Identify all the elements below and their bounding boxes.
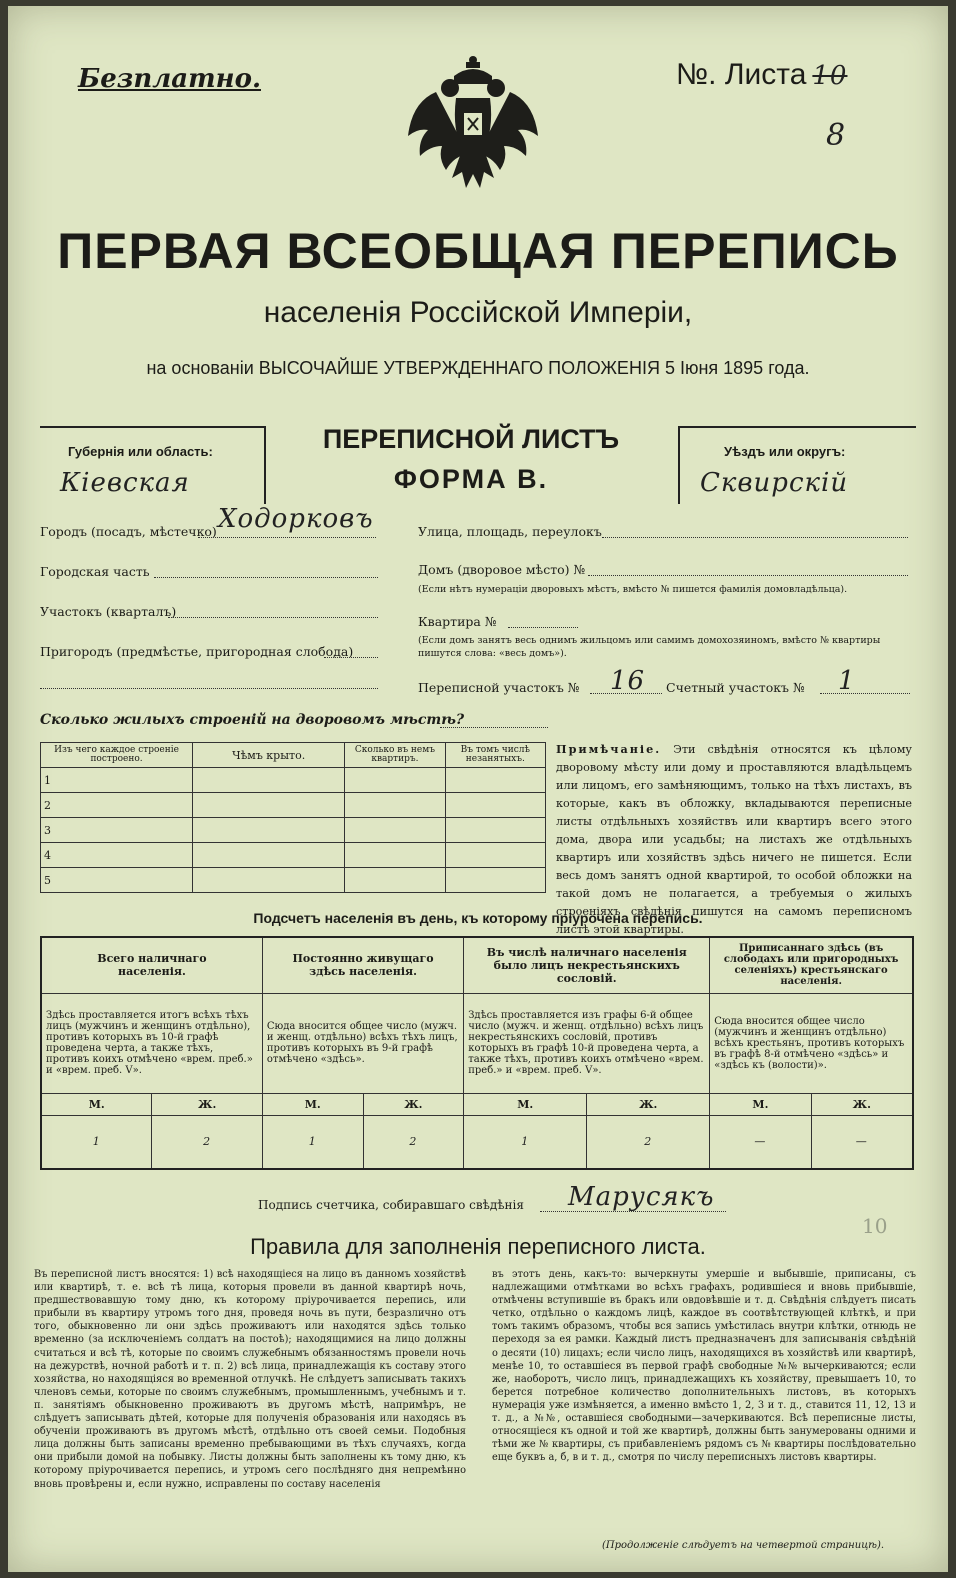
form-title: ПЕРЕПИСНОЙ ЛИСТЪ bbox=[322, 424, 620, 454]
permanent-female-count: 2 bbox=[363, 1115, 464, 1169]
table-row bbox=[41, 768, 546, 793]
house-note: (Если нѣтъ нумераціи дворовыхъ мѣстъ, вмѣсто № пишется фамилія домовладѣльца). bbox=[418, 584, 848, 595]
non-peasant-female-count: 2 bbox=[587, 1115, 710, 1169]
group-title-peasant: Приписаннаго здѣсь (въ слободахъ или пригородныхъ селеніяхъ) крестьянскаго населенія. bbox=[710, 937, 913, 993]
suburb-line-2 bbox=[40, 688, 378, 689]
table-row bbox=[41, 818, 546, 843]
count-unit-label: Счетный участокъ № bbox=[666, 680, 805, 695]
sheet-number-label: №. Листа bbox=[676, 58, 807, 91]
city-value: Ходорковъ bbox=[218, 504, 374, 534]
gubernia-box bbox=[40, 426, 266, 504]
female-header: Ж. bbox=[363, 1093, 464, 1115]
house-label: Домъ (дворовое мѣсто) № bbox=[418, 562, 586, 577]
city-label: Городъ (посадъ, мѣстечко) bbox=[40, 524, 217, 539]
table-row bbox=[41, 843, 546, 868]
district-line bbox=[154, 577, 378, 578]
free-label: Безплатно. bbox=[78, 64, 261, 94]
document-title: ПЕРВАЯ ВСЕОБЩАЯ ПЕРЕПИСЬ bbox=[57, 223, 899, 279]
form-name: ФОРМА В. bbox=[393, 464, 549, 494]
group-title-permanent: Постоянно живущаго здѣсь населенія. bbox=[262, 937, 463, 993]
buildings-col-vacant: Въ томъ числѣ незанятыхъ. bbox=[445, 743, 545, 768]
group-desc-present: Здѣсь проставляется итогъ всѣхъ тѣхъ лицъ (мужчинъ и женщинъ отдѣльно), противъ которыхъ въ 10-й графѣ проведена черта, а также тѣхъ, противъ коихъ отмѣчено «врем. преб.» и «врем. преб. V». bbox=[41, 993, 262, 1093]
precinct-line bbox=[168, 617, 378, 618]
row-number: 4 bbox=[41, 843, 193, 868]
census-unit-value: 16 bbox=[610, 666, 646, 696]
peasant-female-count: — bbox=[811, 1115, 913, 1169]
group-desc-peasant: Сюда вносится общее число (мужчинъ и женщинъ отдѣльно) всѣхъ крестьянъ, противъ которыхъ въ графѣ 8-й отмѣчено «здѣсь» и «здѣсь къ (волости)». bbox=[710, 993, 913, 1093]
house-line bbox=[588, 575, 908, 576]
gubernia-value: Кіевская bbox=[60, 468, 190, 498]
rules-continued: (Продолженіе слѣдуетъ на четвертой страницѣ). bbox=[602, 1540, 885, 1551]
rules-left-column: Въ переписной листъ вносятся: 1) всѣ находящіеся на лицо въ данномъ хозяйствѣ или квартирѣ, т. е. всѣ тѣ лица, которыя провели въ данной квартирѣ ночь, предшествовавшую тому дню, къ которому пріурочивается перепись, или прибыли въ квартиру утромъ того дня, проведя ночь въ пути, безразлично отъ того, обыкновенно ли они здѣсь проживаютъ или находятся здѣсь только временно (за исключеніемъ солдатъ на постоѣ); находящимися на лицо должны считаться и всѣ тѣ, которые по своимъ служебнымъ обязанностямъ провели ночь на дежурствѣ, ночной работѣ и т. п. 2) всѣ лица, принадлежащія къ составу этого хозяйства, но находящіяся во временной отлучкѣ. Не слѣдуетъ записывать такихъ членовъ семьи, которые по своимъ служебнымъ, промышленнымъ, учебнымъ и т. п. занятіямъ обыкновенно проживаютъ въ другомъ мѣстѣ, напримѣръ, не слѣдуетъ записывать дѣтей, которые для полученія образованія или находясь въ обученіи проживаютъ въ другомъ мѣстѣ, отдѣльно отъ своей семьи. Подобныя лица должны быть записаны временно пребывающими въ тѣхъ случаяхъ, когда они прибыли домой на побывку. Листы должны быть заполнены къ тому дню, къ которому пріурочивается перепись, и утромъ сего послѣдняго дня непремѣнно вновь провѣрены и, если нужно, исправлены по составу населенія bbox=[34, 1269, 466, 1490]
uezd-value: Сквирскій bbox=[700, 468, 849, 498]
population-heading: Подсчетъ населенія въ день, къ которому пріурочена перепись. bbox=[253, 910, 703, 926]
female-header: Ж. bbox=[152, 1093, 262, 1115]
sheet-number bbox=[676, 58, 847, 92]
street-label: Улица, площадь, переулокъ bbox=[418, 524, 602, 539]
rules-right-column: въ этотъ день, какъ-то: вычеркнуты умершіе и выбывшіе, приписаны, съ надлежащими отмѣтками во всѣхъ графахъ, родившіеся и вновь прибывшіе, отмѣчены вступившіе въ бракъ или овдовѣвшіе и т. д. Свѣдѣнія слѣдуетъ писать четко, отдѣльно о каждомъ лицѣ, каждое въ соотвѣтствующей клѣткѣ, и при томъ такимъ образомъ, чтобы вся запись умѣстилась внутри клѣтки, отнюдь не переходя за ея рамки. Каждый листъ предназначенъ для записыванія свѣдѣній о десяти (10) лицахъ; если число лицъ, находящихся въ хозяйствѣ или квартирѣ, менѣе 10, то оставшіеся въ первой графѣ свободные №№ вычеркиваются; если же, наоборотъ, число лицъ, принадлежащихъ къ хозяйству, превышаетъ 10, то берется потребное количество дополнительныхъ листовъ, въ которыхъ нумерація уже измѣняется, а именно вмѣсто 1, 2, 3 и т. д., ставится 11, 12, 13 и т. д., а №№, оставшіеся свободными—зачеркиваются. Всѣ переписные листы, относящіеся къ одной и той же квартирѣ, должны быть занумерованы одними и тѣми же № квартиры, съ прибавленіемъ рядомъ съ № квартиры послѣдовательно еще буквъ а, б, в и т. д., смотря по числу переписныхъ листовъ квартиры. bbox=[492, 1269, 916, 1464]
double-headed-eagle-emblem bbox=[406, 54, 540, 204]
sheet-number-corrected: 8 bbox=[826, 118, 847, 153]
row-number: 5 bbox=[41, 868, 193, 893]
suburb-label: Пригородъ (предмѣстье, пригородная слобода) bbox=[40, 644, 354, 659]
count-unit-value: 1 bbox=[838, 666, 856, 696]
buildings-col-material: Изъ чего каждое строеніе построено. bbox=[41, 743, 193, 768]
female-header: Ж. bbox=[811, 1093, 913, 1115]
sheet-number-value: 10 bbox=[812, 61, 848, 91]
group-title-present: Всего наличнаго населенія. bbox=[41, 937, 262, 993]
margin-number: 10 bbox=[862, 1214, 888, 1238]
buildings-question-line bbox=[440, 727, 548, 728]
row-number: 3 bbox=[41, 818, 193, 843]
apt-line bbox=[508, 627, 578, 628]
document-basis: на основаніи ВЫСОЧАЙШЕ УТВЕРЖДЕННАГО ПОЛОЖЕНІЯ 5 Іюня 1895 года. bbox=[146, 358, 810, 378]
census-sheet bbox=[8, 6, 948, 1572]
count-unit-line bbox=[820, 693, 910, 694]
permanent-male-count: 1 bbox=[262, 1115, 363, 1169]
buildings-col-apartments: Сколько въ немъ квартиръ. bbox=[345, 743, 445, 768]
male-header: М. bbox=[710, 1093, 811, 1115]
uezd-label: Уѣздъ или округъ: bbox=[724, 444, 846, 459]
male-header: М. bbox=[41, 1093, 152, 1115]
male-header: М. bbox=[464, 1093, 587, 1115]
group-desc-non-peasant: Здѣсь проставляется изъ графы 6-й общее число (мужч. и женщ. отдѣльно) всѣхъ лицъ некрестьянскихъ сословій, противъ которыхъ въ графѣ 10-й проведена черта, а также тѣхъ, противъ коихъ отмѣчено «врем. преб.» и «врем. преб. V». bbox=[464, 993, 710, 1093]
buildings-question: Сколько жилыхъ строеній на дворовомъ мѣстѣ? bbox=[40, 712, 465, 728]
signature-value: Марусякъ bbox=[568, 1182, 715, 1212]
population-table bbox=[40, 936, 914, 1170]
non-peasant-male-count: 1 bbox=[464, 1115, 587, 1169]
table-row bbox=[41, 868, 546, 893]
street-line bbox=[602, 537, 908, 538]
peasant-male-count: — bbox=[710, 1115, 811, 1169]
present-female-count: 2 bbox=[152, 1115, 262, 1169]
group-desc-permanent: Сюда вносится общее число (мужч. и женщ. отдѣльно) всѣхъ тѣхъ лицъ, противъ которыхъ въ 9-й графѣ отмѣчено «здѣсь». bbox=[262, 993, 463, 1093]
group-title-non-peasant: Въ числѣ наличнаго населенія было лицъ некрестьянскихъ сословій. bbox=[464, 937, 710, 993]
female-header: Ж. bbox=[587, 1093, 710, 1115]
document-subtitle: населенія Россійской Имперіи, bbox=[263, 296, 693, 329]
buildings-col-roof: Чѣмъ крыто. bbox=[193, 743, 345, 768]
signature-label: Подпись счетчика, собиравшаго свѣдѣнія bbox=[258, 1198, 524, 1212]
note-head: Примѣчаніе. bbox=[556, 742, 662, 756]
row-number: 1 bbox=[41, 768, 193, 793]
apt-note: (Если домъ занятъ весь однимъ жильцомъ или самимъ домохозяиномъ, вмѣсто № квартиры пишутся слова: «весь домъ»). bbox=[418, 635, 881, 659]
male-header: М. bbox=[262, 1093, 363, 1115]
precinct-label: Участокъ (кварталъ) bbox=[40, 604, 177, 619]
note-text: Эти свѣдѣнія относятся къ цѣлому дворовому мѣсту или дому и проставляются владѣльцемъ или лицомъ, его замѣняющимъ, только на тѣхъ листахъ, въ которые, какъ въ обложку, вкладываются переписные листы отдѣльныхъ хозяйствъ или квартиръ всего этого дома, двора или усадьбы; на листахъ же отдѣльныхъ квартиръ или хозяйствъ здѣсь ничего не пишется. Если весь домъ занятъ одной квартирой, то особой обложки на такой домъ не полагается, а требуемыя о жилыхъ строеніяхъ свѣдѣнія пишутся на самомъ переписномъ листѣ этой квартиры. bbox=[556, 743, 912, 936]
buildings-table bbox=[40, 742, 546, 893]
present-male-count: 1 bbox=[41, 1115, 152, 1169]
suburb-line bbox=[324, 657, 378, 658]
table-row bbox=[41, 793, 546, 818]
row-number: 2 bbox=[41, 793, 193, 818]
census-unit-label: Переписной участокъ № bbox=[418, 680, 580, 695]
district-label: Городская часть bbox=[40, 564, 150, 579]
gubernia-label: Губернія или область: bbox=[68, 444, 213, 459]
rules-heading: Правила для заполненія переписного листа. bbox=[250, 1234, 706, 1259]
uezd-box bbox=[678, 426, 916, 504]
city-line bbox=[198, 537, 376, 538]
apt-label: Квартира № bbox=[418, 614, 497, 629]
